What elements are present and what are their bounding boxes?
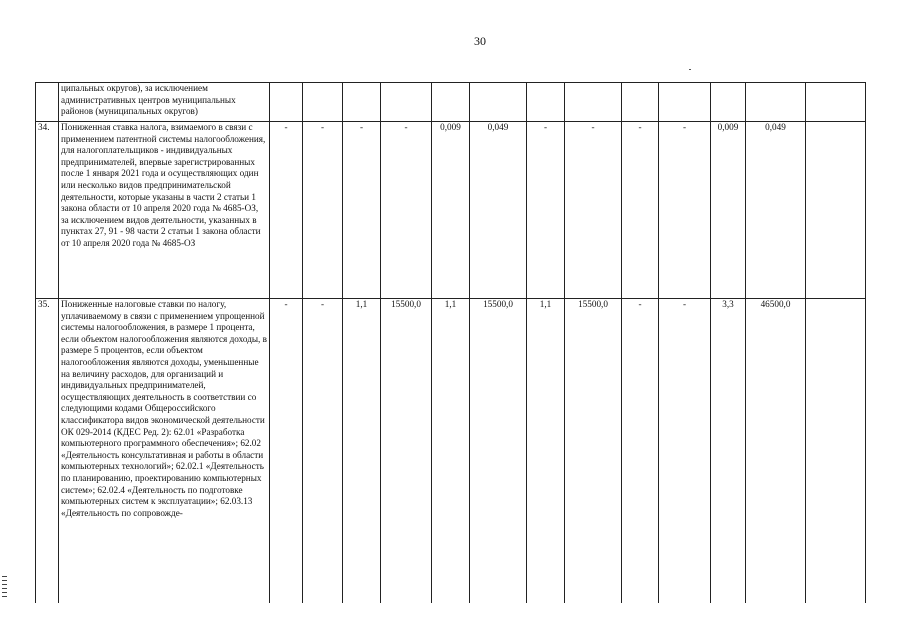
table-row (36, 83, 866, 122)
cell (527, 83, 565, 122)
cell: 3,3 (711, 299, 746, 603)
row-number: 34. (36, 122, 59, 299)
row-description: Пониженная ставка налога, взимаемого в связи с применением патентной системы налогообложения, для налогоплательщиков - индивидуальных предпринимателей, впервые зарегистрированных после 1 января 2021 года и осуществляющих один или несколько видов предпринимательской деятельности, которые указаны в части 2 статьи 1 закона области от 10 апреля 2020 года № 4685-ОЗ, за исключением видов деятельности, указанных в пунктах 27, 91 - 98 части 2 статьи 1 закона области от 10 апреля 2020 года № 4685-ОЗ (59, 122, 270, 299)
cell (565, 83, 622, 122)
cell: - (622, 299, 659, 603)
cell (303, 83, 343, 122)
cell (806, 122, 866, 299)
table-row (36, 299, 866, 603)
cell: - (303, 299, 343, 603)
cell: - (381, 122, 432, 299)
row-number: 35. (36, 299, 59, 603)
cell (806, 83, 866, 122)
cell (470, 83, 527, 122)
cell (622, 83, 659, 122)
cell (659, 83, 711, 122)
cell: 15500,0 (381, 299, 432, 603)
cell: 0,009 (711, 122, 746, 299)
cell: 15500,0 (470, 299, 527, 603)
page-number: 30 (474, 34, 486, 48)
cell: - (270, 122, 303, 299)
cell (343, 83, 381, 122)
cell (746, 83, 806, 122)
cell (806, 299, 866, 603)
cell: 15500,0 (565, 299, 622, 603)
cell: 1,1 (432, 299, 470, 603)
cell: - (659, 299, 711, 603)
cell: 0,049 (746, 122, 806, 299)
cell: 0,049 (470, 122, 527, 299)
scan-margin-marks (2, 576, 8, 600)
cell (432, 83, 470, 122)
row-description: Пониженные налоговые ставки по налогу, уплачиваемому в связи с применением упрощенной системы налогообложения, в размере 1 процента, если объектом налогообложения являются доходы, в размере 5 процентов, если объектом налогообложения являются доходы, уменьшенные на величину расходов, для организаций и индивидуальных предпринимателей, осуществляющих деятельность в соответствии со следующими кодами Общероссийского классификатора видов экономической деятельности ОК 029-2014 (КДЕС Ред. 2): 62.01 «Разработка компьютерного программного обеспечения»; 62.02 «Деятельность консультативная и работы в области компьютерных технологий»; 62.02.1 «Деятельность по планированию, проектированию компьютерных систем»; 62.02.4 «Деятельность по подготовке компьютерных систем к эксплуатации»; 62.03.13 «Деятельность по сопровожде- (59, 299, 270, 603)
cell (270, 83, 303, 122)
cell (381, 83, 432, 122)
cell: - (622, 122, 659, 299)
cell: - (565, 122, 622, 299)
cell (711, 83, 746, 122)
cell: - (659, 122, 711, 299)
cell: 1,1 (343, 299, 381, 603)
cell: 0,009 (432, 122, 470, 299)
cell: 1,1 (527, 299, 565, 603)
cell: 46500,0 (746, 299, 806, 603)
cell: - (527, 122, 565, 299)
row-number (36, 83, 59, 122)
table-row (36, 122, 866, 299)
cell: - (303, 122, 343, 299)
row-description: ципальных округов), за исключением административных центров муниципальных районов (муниципальных округов) (59, 83, 270, 122)
cell: - (270, 299, 303, 603)
tax-table (35, 82, 866, 603)
scan-dot (689, 69, 691, 70)
cell: - (343, 122, 381, 299)
